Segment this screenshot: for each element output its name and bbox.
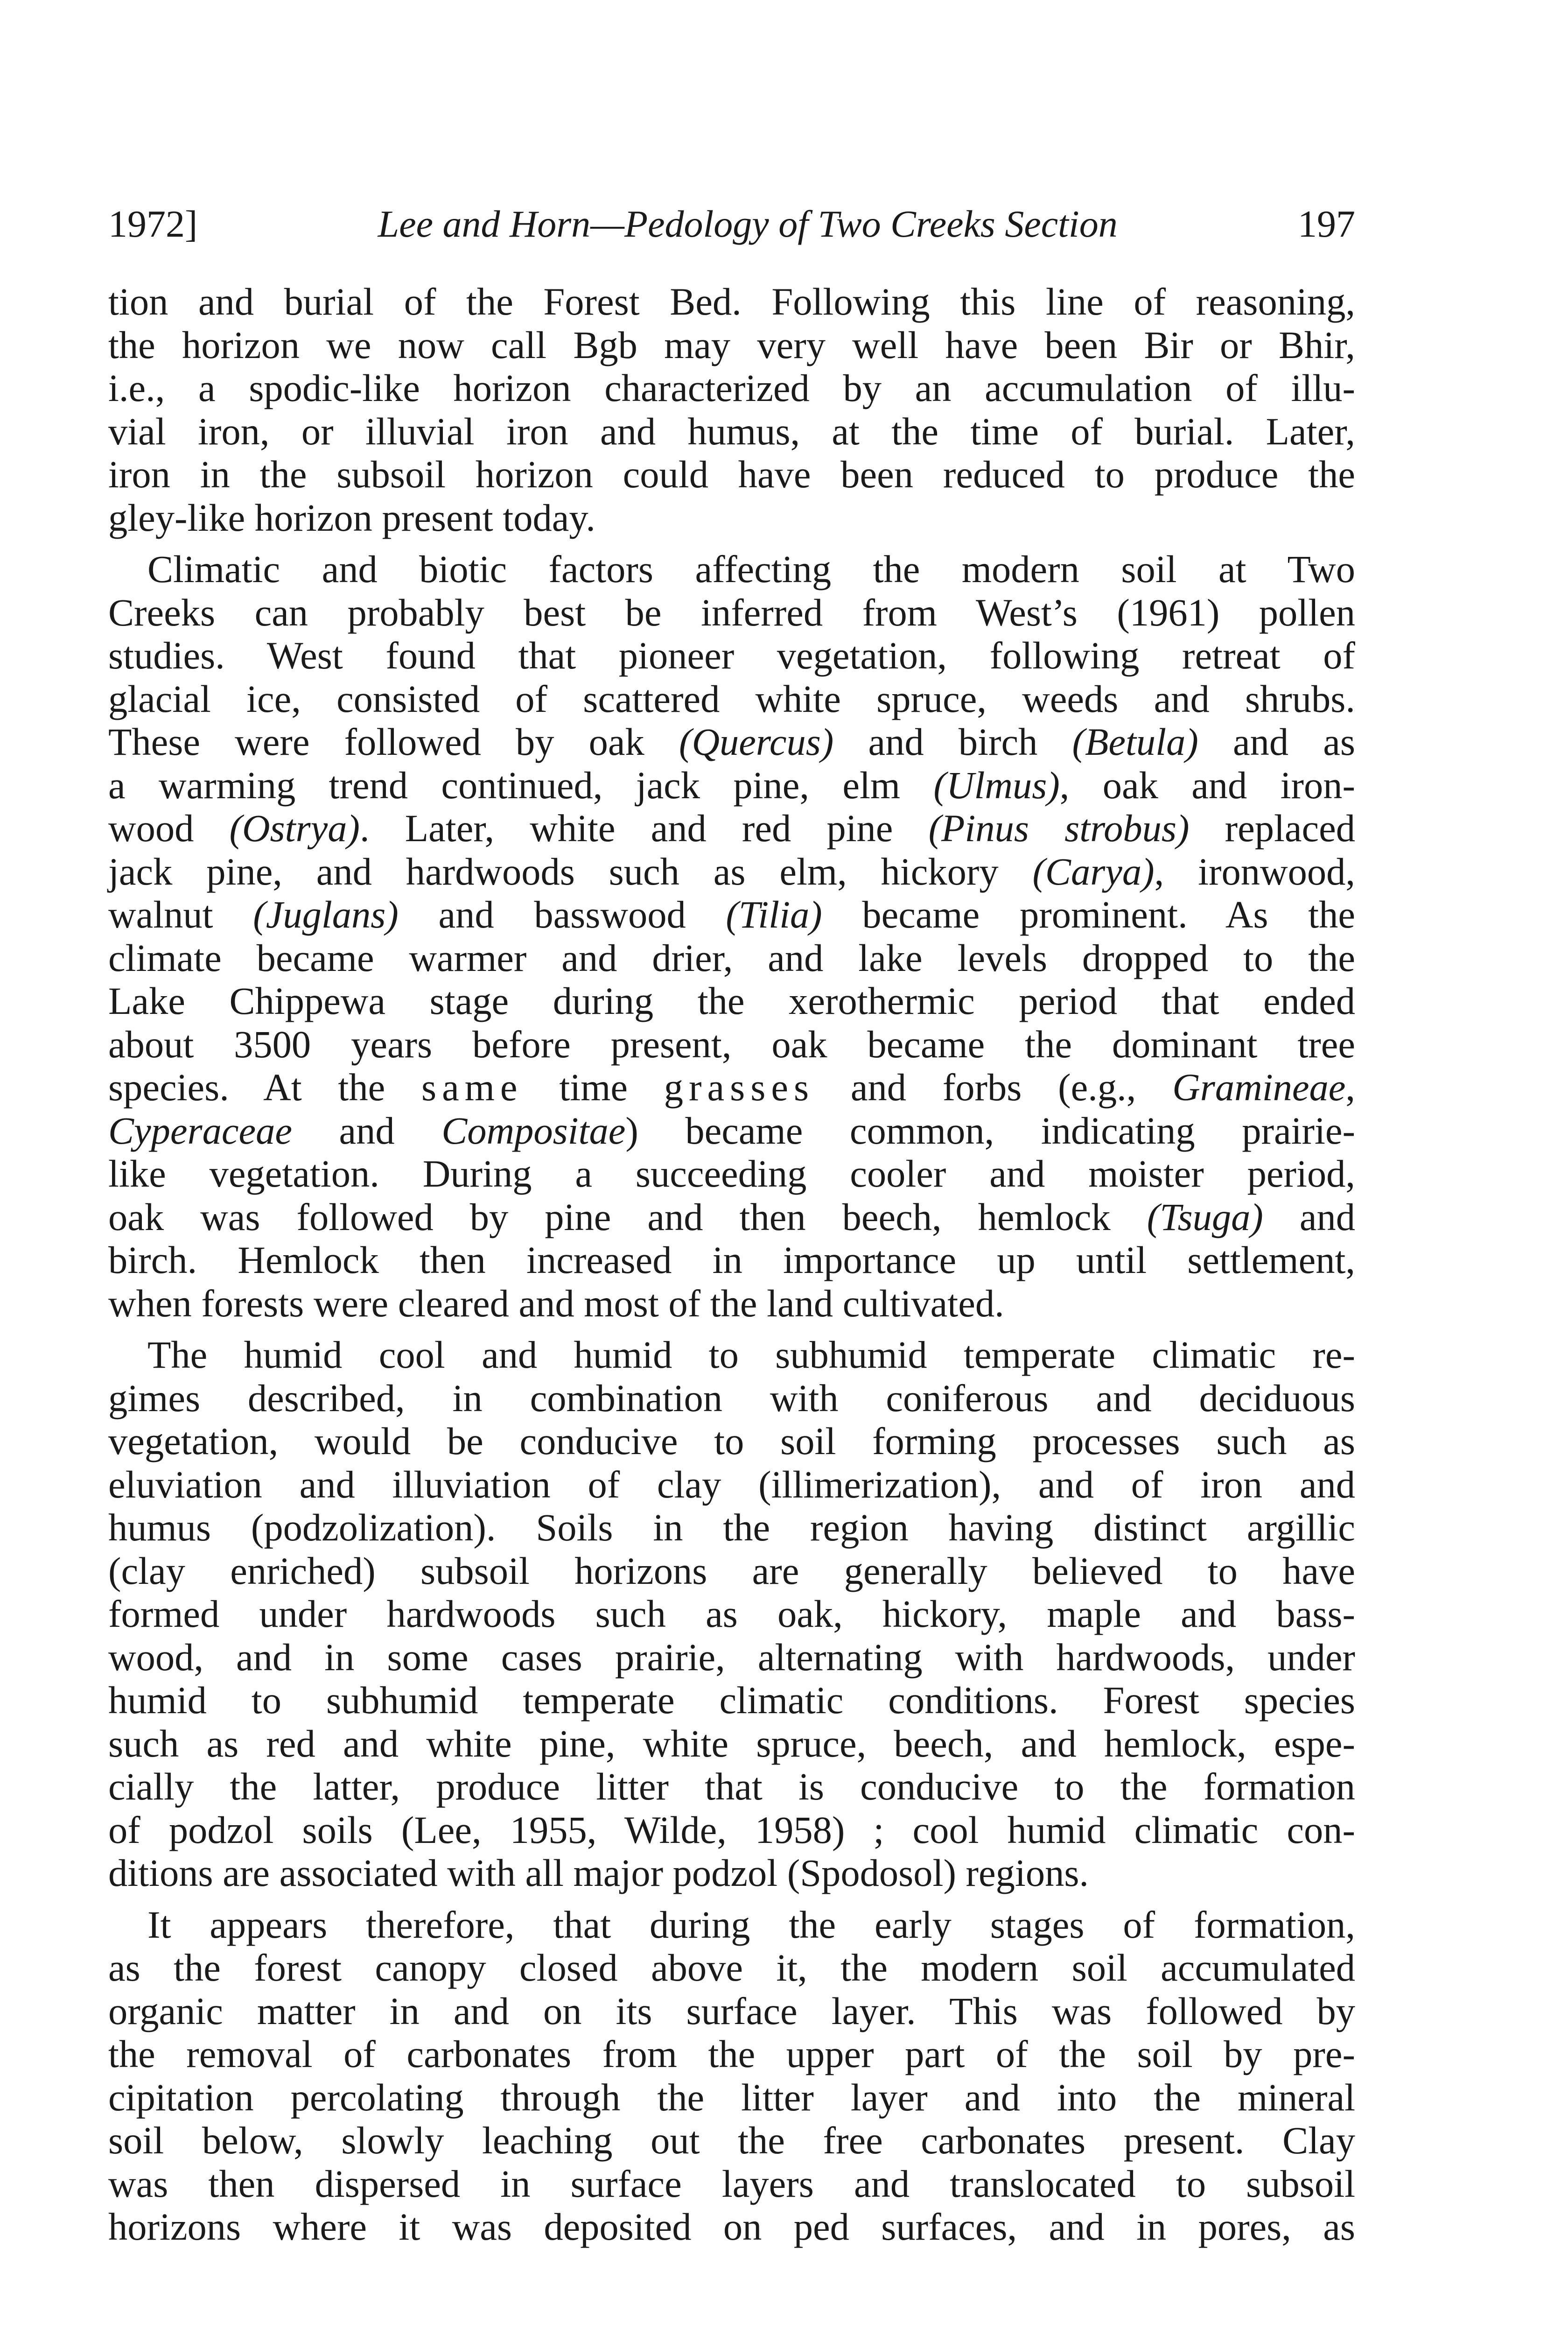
header-year: 1972]: [108, 203, 198, 245]
text-line: soil below, slowly leaching out the free carbonates present. Clay: [108, 2119, 1355, 2162]
text-line: the horizon we now call Bgb may very well have been Bir or Bhir,: [108, 323, 1355, 366]
text-line: about 3500 years before present, oak became the dominant tree: [108, 1022, 1355, 1066]
text-line: as the forest canopy closed above it, the modern soil accumulated: [108, 1946, 1355, 1989]
text-line: gimes described, in combination with coniferous and deciduous: [108, 1376, 1355, 1420]
text-line: glacial ice, consisted of scattered white spruce, weeds and shrubs.: [108, 677, 1355, 720]
text-line: was then dispersed in surface layers and translocated to subsoil: [108, 2162, 1355, 2205]
text-line: Lake Chippewa stage during the xerothermic period that ended: [108, 979, 1355, 1022]
text-line: species. At the same time grasses and forbs (e.g., Gramineae,: [108, 1066, 1355, 1109]
text-line: studies. West found that pioneer vegetation, following retreat of: [108, 634, 1355, 677]
text-line: Creeks can probably best be inferred from West’s (1961) pollen: [108, 591, 1355, 634]
text-line: the removal of carbonates from the upper part of the soil by pre-: [108, 2032, 1355, 2075]
text-line: oak was followed by pine and then beech, hemlock (Tsuga) and: [108, 1195, 1355, 1238]
text-line: iron in the subsoil horizon could have been reduced to produce the: [108, 453, 1355, 496]
text-line: (clay enriched) subsoil horizons are generally believed to have: [108, 1549, 1355, 1592]
text-line: walnut (Juglans) and basswood (Tilia) became prominent. As the: [108, 893, 1356, 936]
text-line: i.e., a spodic-like horizon characterized by an accumulation of illu-: [108, 366, 1355, 409]
text-line: The humid cool and humid to subhumid temperate climatic re-: [147, 1333, 1355, 1376]
text-line: wood, and in some cases prairie, alternating with hardwoods, under: [108, 1635, 1355, 1679]
text-line: jack pine, and hardwoods such as elm, hickory (Carya), ironwood,: [108, 850, 1355, 893]
paragraph-1: [108, 280, 1355, 539]
paragraph-4: [108, 1903, 1355, 2249]
text-line: Cyperaceae and Compositae) became common, indicating prairie-: [108, 1109, 1355, 1152]
text-line: These were followed by oak (Quercus) and birch (Betula) and as: [108, 720, 1355, 763]
text-line: cipitation percolating through the litter layer and into the mineral: [108, 2075, 1355, 2119]
text-line: organic matter in and on its surface layer. This was followed by: [108, 1989, 1355, 2032]
paragraph-2: [108, 548, 1355, 1325]
text-line: It appears therefore, that during the early stages of formation,: [147, 1903, 1355, 1946]
text-line: eluviation and illuviation of clay (illimerization), and of iron and: [108, 1462, 1355, 1506]
text-line: humus (podzolization). Soils in the region having distinct argillic: [108, 1506, 1355, 1549]
text-line: gley-like horizon present today.: [108, 496, 595, 539]
text-line: vegetation, would be conducive to soil forming processes such as: [108, 1420, 1355, 1462]
body-text: [108, 280, 1355, 2249]
running-header: [108, 196, 1355, 252]
text-line: tion and burial of the Forest Bed. Following this line of reasoning,: [108, 280, 1355, 323]
text-line: Climatic and biotic factors affecting the modern soil at Two: [147, 548, 1355, 591]
text-line: wood (Ostrya). Later, white and red pine (Pinus strobus) replaced: [108, 807, 1355, 850]
text-line: a warming trend continued, jack pine, elm (Ulmus), oak and iron-: [108, 763, 1355, 807]
running-title: Lee and Horn—Pedology of Two Creeks Section: [378, 203, 1118, 245]
paragraph-3: [108, 1333, 1355, 1895]
text-line: like vegetation. During a succeeding cooler and moister period,: [108, 1152, 1355, 1195]
text-line: cially the latter, produce litter that is conducive to the formation: [108, 1765, 1355, 1808]
text-line: vial iron, or illuvial iron and humus, at the time of burial. Later,: [108, 409, 1355, 453]
text-line: birch. Hemlock then increased in importance up until settlement,: [108, 1238, 1355, 1281]
text-line: such as red and white pine, white spruce, beech, and hemlock, espe-: [108, 1722, 1355, 1765]
text-line: when forests were cleared and most of the land cultivated.: [108, 1281, 1004, 1325]
text-line: formed under hardwoods such as oak, hickory, maple and bass-: [108, 1592, 1355, 1635]
text-line: ditions are associated with all major podzol (Spodosol) regions.: [108, 1851, 1089, 1894]
text-line: horizons where it was deposited on ped surfaces, and in pores, as: [108, 2205, 1355, 2248]
text-line: of podzol soils (Lee, 1955, Wilde, 1958) ; cool humid climatic con-: [108, 1808, 1355, 1851]
text-line: climate became warmer and drier, and lake levels dropped to the: [108, 936, 1355, 979]
page-number: 197: [1298, 203, 1355, 245]
text-line: humid to subhumid temperate climatic conditions. Forest species: [108, 1679, 1355, 1722]
